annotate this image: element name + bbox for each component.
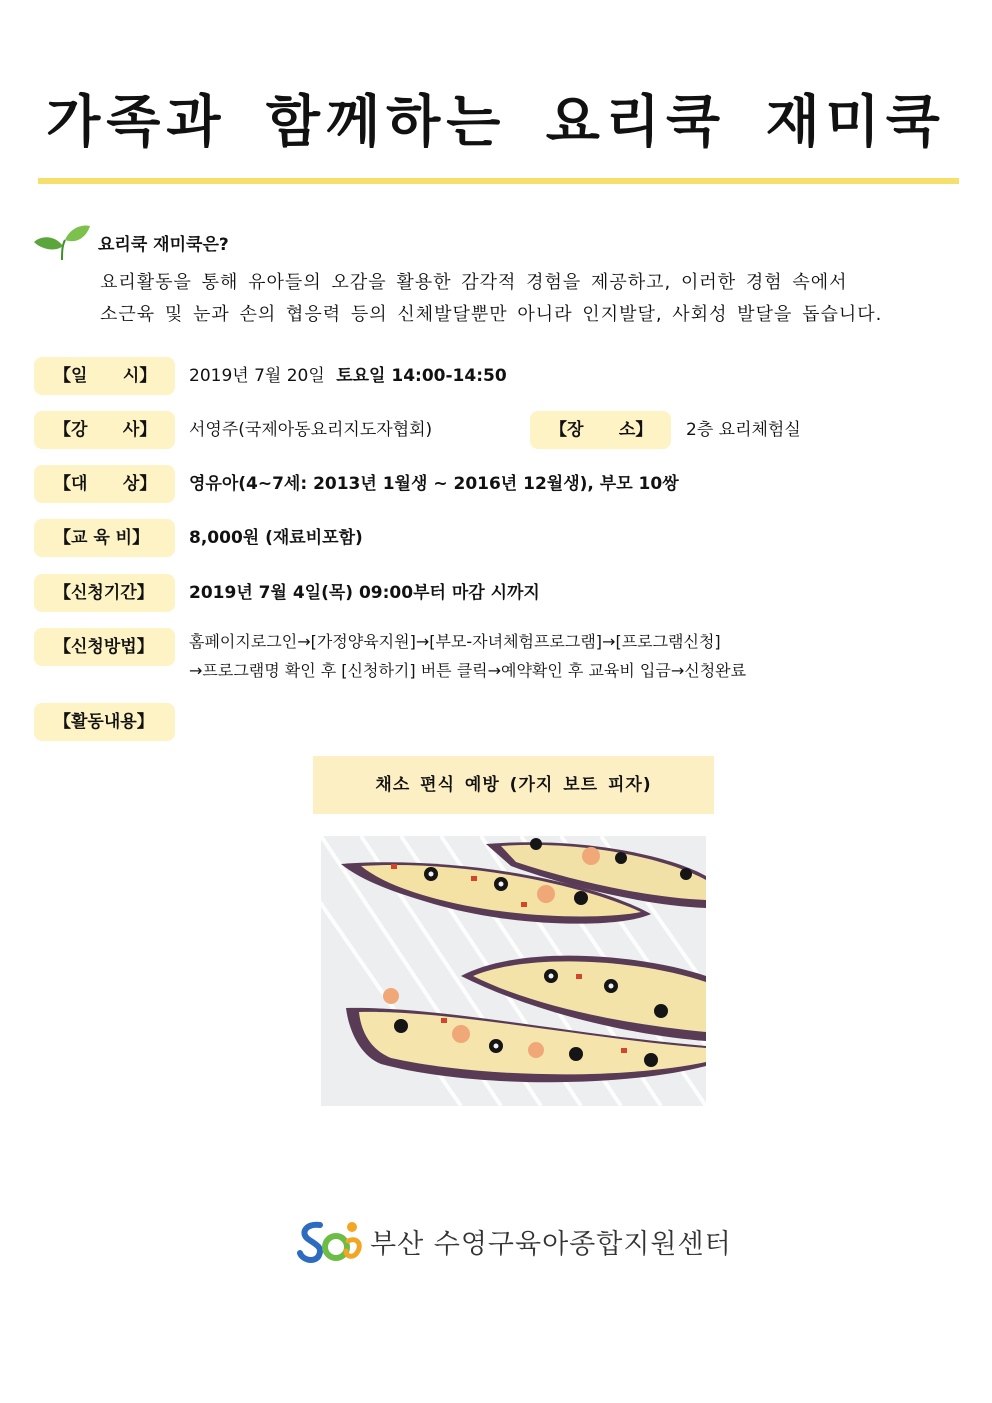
- date-text: 2019년 7월 20일: [189, 366, 325, 386]
- fee-value: 8,000원 (재료비포함): [189, 528, 363, 548]
- activity-label: 【활동내용】: [34, 703, 175, 741]
- place-label: 【장 소】: [530, 411, 671, 449]
- period-value: 2019년 7월 4일(목) 09:00부터 마감 시까지: [189, 583, 540, 603]
- intro-heading: 요리쿡 재미쿡은?: [98, 235, 229, 255]
- target-label: 【대 상】: [34, 465, 175, 503]
- date-label: 【일 시】: [34, 357, 175, 395]
- eggplant-pizza-photo: [321, 836, 706, 1106]
- center-logo-icon: [296, 1217, 366, 1265]
- page-title: 가족과 함께하는 요리쿡 재미쿡: [46, 90, 946, 155]
- method-line: 홈페이지로그인→[가정양육지원]→[부모-자녀체험프로그램]→[프로그램신청]: [189, 632, 721, 651]
- method-label: 【신청방법】: [34, 628, 175, 666]
- activity-title: 채소 편식 예방 (가지 보트 피자): [313, 756, 714, 814]
- instructor-label: 【강 사】: [34, 411, 175, 449]
- fee-label: 【교 육 비】: [34, 519, 175, 557]
- method-line: →프로그램명 확인 후 [신청하기] 버튼 클릭→예약확인 후 교육비 입금→신청완료: [189, 661, 747, 680]
- date-value: [189, 364, 507, 388]
- title-divider: [38, 178, 959, 184]
- intro-text-line: 소근육 및 눈과 손의 협응력 등의 신체발달뿐만 아니라 인지발달, 사회성 발달을 돕습니다.: [100, 304, 883, 325]
- footer-org-name: 부산 수영구육아종합지원센터: [370, 1229, 732, 1260]
- intro-text-line: 요리활동을 통해 유아들의 오감을 활용한 감각적 경험을 제공하고, 이러한 경험 속에서: [100, 272, 848, 293]
- instructor-value: 서영주(국제아동요리지도자협회): [189, 420, 433, 440]
- period-label: 【신청기간】: [34, 574, 175, 612]
- place-value: 2층 요리체험실: [686, 420, 801, 440]
- target-value: 영유아(4~7세: 2013년 1월생 ~ 2016년 12월생), 부모 10쌍: [189, 474, 679, 494]
- date-day-time: 토요일 14:00-14:50: [336, 366, 507, 386]
- sprout-icon: [32, 222, 92, 262]
